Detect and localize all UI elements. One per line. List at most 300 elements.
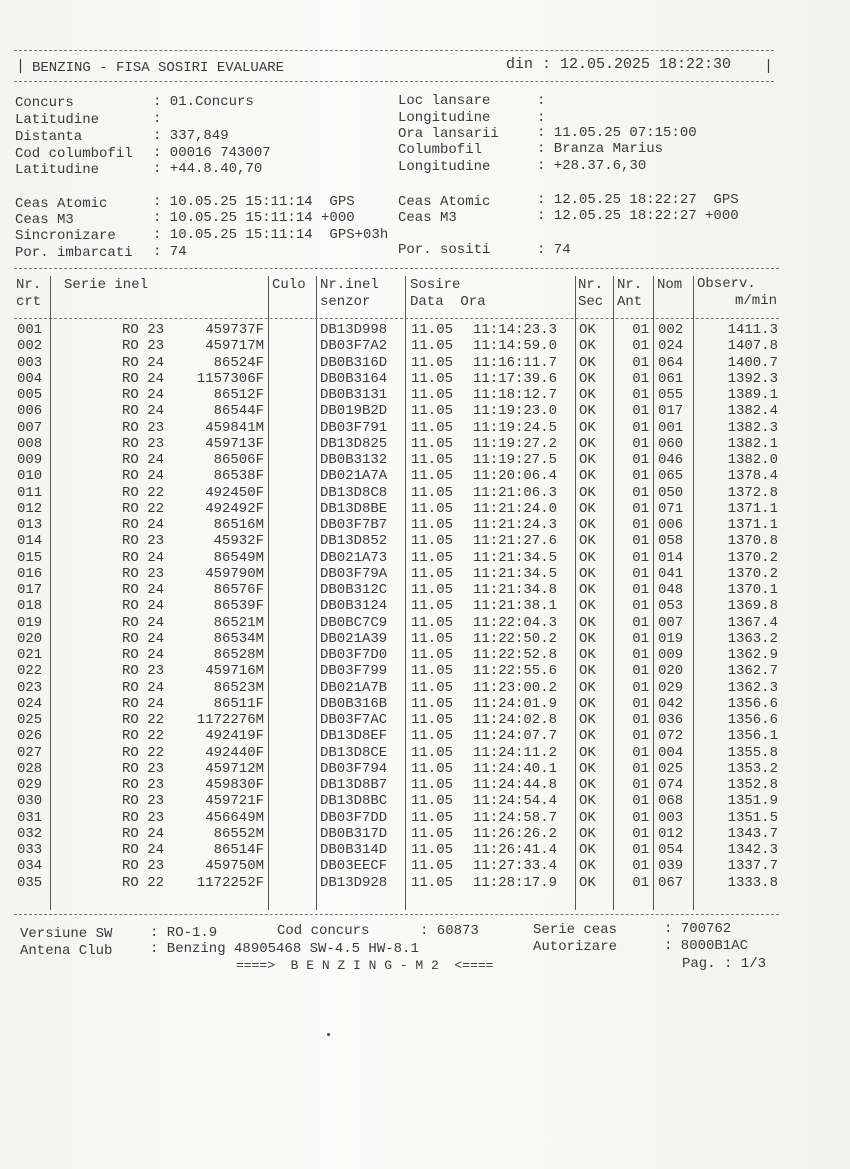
clock-atomic-value: : 10.05.25 15:11:14 GPS: [153, 194, 355, 210]
row-status: OK: [579, 663, 596, 680]
row-country-year: RO 24: [122, 517, 165, 533]
row-speed: 1371.1: [727, 500, 778, 517]
col-ant-nr-header: Nr.: [617, 277, 643, 293]
row-number: 012: [17, 500, 43, 517]
col-crt-header: crt: [16, 294, 42, 310]
row-nom: 072: [658, 728, 684, 745]
clock-atomic-label: Ceas Atomic: [15, 196, 108, 212]
row-antenna: 01: [632, 793, 649, 810]
row-country-year: RO 24: [122, 354, 165, 371]
row-arrival-time: 11:24:01.9: [473, 695, 558, 712]
col-observ-header: Observ.: [697, 276, 756, 292]
table-row: [0, 858, 850, 875]
row-nom: 074: [658, 777, 684, 793]
row-sensor-id: DB03F7A2: [320, 338, 388, 355]
row-nom: 001: [658, 419, 684, 436]
row-number: 010: [17, 468, 43, 485]
row-sensor-id: DB13D825: [320, 435, 388, 452]
footer-antena-value: : Benzing 48905468 SW-4.5 HW-8.1: [150, 941, 419, 957]
row-antenna: 01: [632, 874, 649, 891]
row-arrival-time: 11:24:07.7: [473, 728, 558, 745]
row-number: 035: [17, 874, 43, 891]
row-speed: 1400.7: [727, 354, 778, 371]
table-row: [0, 387, 850, 404]
row-nom: 007: [658, 614, 684, 631]
row-nom: 006: [658, 517, 684, 533]
row-arrival-date: 11.05: [411, 663, 454, 680]
info-concurs-label: Concurs: [15, 95, 74, 111]
row-status: OK: [579, 468, 596, 485]
row-nom: 050: [658, 484, 684, 501]
row-arrival-date: 11.05: [411, 614, 454, 631]
row-arrival-time: 11:24:40.1: [473, 760, 558, 777]
footer-antena-label: Antena Club: [20, 943, 113, 959]
row-arrival-date: 11.05: [411, 452, 454, 468]
row-number: 002: [17, 338, 43, 355]
row-status: OK: [579, 679, 596, 696]
row-arrival-time: 11:22:55.6: [473, 663, 558, 680]
row-speed: 1333.8: [727, 874, 778, 891]
row-nom: 046: [658, 452, 684, 468]
table-row: [0, 875, 850, 892]
row-status: OK: [579, 777, 596, 793]
top-rule: [14, 50, 774, 51]
row-speed: 1351.9: [727, 793, 778, 810]
row-number: 032: [17, 825, 43, 842]
footer-aut-value: : 8000B1AC: [664, 938, 749, 954]
row-number: 017: [17, 582, 43, 598]
row-nom: 036: [658, 712, 684, 728]
row-arrival-date: 11.05: [411, 777, 454, 793]
row-antenna: 01: [632, 663, 649, 680]
row-speed: 1363.2: [727, 630, 778, 647]
row-speed: 1353.2: [727, 760, 778, 777]
row-country-year: RO 24: [122, 695, 165, 712]
row-ring-number: 86512F: [213, 387, 264, 403]
table-row: [0, 598, 850, 615]
row-number: 020: [17, 630, 43, 647]
row-sensor-id: DB0B314D: [320, 842, 388, 858]
sync-label: Sincronizare: [15, 228, 116, 244]
row-ring-number: 86514F: [213, 842, 264, 858]
row-nom: 071: [658, 500, 684, 517]
row-arrival-time: 11:21:24.0: [473, 500, 558, 517]
col-date-time-header: Data Ora: [410, 294, 486, 310]
footer-serie-value: : 700762: [664, 921, 732, 937]
row-antenna: 01: [632, 728, 649, 745]
row-sensor-id: DB13D852: [320, 533, 388, 550]
row-ring-number: 86534M: [213, 630, 264, 647]
row-ring-number: 459717M: [205, 338, 264, 355]
row-number: 008: [17, 435, 43, 452]
row-country-year: RO 24: [122, 452, 165, 468]
row-antenna: 01: [632, 354, 649, 371]
row-country-year: RO 23: [122, 419, 165, 436]
row-status: OK: [579, 419, 596, 436]
clock-m3-value: : 10.05.25 15:11:14 +000: [153, 210, 355, 226]
row-status: OK: [579, 598, 596, 615]
row-country-year: RO 23: [122, 809, 165, 826]
row-arrival-time: 11:24:58.7: [473, 809, 558, 826]
row-arrival-date: 11.05: [411, 517, 454, 533]
row-antenna: 01: [632, 760, 649, 777]
row-number: 024: [17, 695, 43, 712]
row-antenna: 01: [632, 484, 649, 501]
row-ring-number: 492440F: [205, 744, 264, 761]
row-speed: 1362.3: [727, 679, 778, 696]
row-ring-number: 459721F: [205, 793, 264, 810]
footer-cod-value: : 60873: [420, 923, 479, 939]
row-arrival-time: 11:21:24.3: [473, 517, 558, 533]
row-arrival-time: 11:14:59.0: [473, 338, 558, 355]
row-nom: 064: [658, 354, 684, 371]
row-number: 011: [17, 484, 43, 501]
row-antenna: 01: [632, 549, 649, 566]
row-status: OK: [579, 825, 596, 842]
row-ring-number: 459790M: [205, 565, 264, 582]
row-country-year: RO 24: [122, 468, 165, 485]
row-status: OK: [579, 744, 596, 761]
info-release-time-label: Ora lansarii: [398, 126, 499, 142]
row-arrival-time: 11:22:52.8: [473, 647, 558, 663]
row-antenna: 01: [632, 387, 649, 403]
row-country-year: RO 23: [122, 793, 165, 810]
row-number: 015: [17, 549, 43, 566]
info-latitude2-value: : +44.8.40,70: [153, 161, 263, 177]
header-left-border: |: [16, 58, 26, 75]
row-sensor-id: DB13D8EF: [320, 728, 388, 745]
row-country-year: RO 22: [122, 744, 165, 761]
row-speed: 1382.0: [727, 452, 778, 468]
row-antenna: 01: [632, 614, 649, 631]
row-speed: 1356.1: [727, 728, 778, 745]
row-country-year: RO 24: [122, 679, 165, 696]
row-country-year: RO 23: [122, 435, 165, 452]
row-sensor-id: DB0B3124: [320, 598, 388, 615]
table-row: [0, 355, 850, 372]
row-status: OK: [579, 695, 596, 712]
row-ring-number: 1172252F: [196, 874, 264, 891]
table-row: [0, 647, 850, 664]
table-row: [0, 745, 850, 762]
clock-atomic2-label: Ceas Atomic: [398, 194, 491, 210]
row-status: OK: [579, 858, 596, 875]
row-sensor-id: DB03F7AC: [320, 712, 388, 728]
row-number: 019: [17, 614, 43, 631]
row-status: OK: [579, 760, 596, 777]
row-arrival-time: 11:20:06.4: [473, 468, 558, 485]
row-nom: 060: [658, 435, 684, 452]
row-status: OK: [579, 809, 596, 826]
row-speed: 1382.1: [727, 435, 778, 452]
report-date: din : 12.05.2025 18:22:30: [506, 56, 732, 73]
row-ring-number: 492419F: [205, 728, 264, 745]
row-sensor-id: DB021A39: [320, 630, 388, 647]
row-arrival-time: 11:21:34.5: [473, 565, 558, 582]
table-row: [0, 468, 850, 485]
row-status: OK: [579, 842, 596, 858]
col-nom-header: Nom: [657, 277, 683, 293]
row-sensor-id: DB03F7D0: [320, 647, 388, 663]
row-arrival-date: 11.05: [411, 760, 454, 777]
row-arrival-time: 11:19:23.0: [473, 403, 558, 420]
row-status: OK: [579, 533, 596, 550]
row-nom: 025: [658, 760, 684, 777]
row-antenna: 01: [632, 533, 649, 550]
row-ring-number: 459737F: [205, 322, 264, 338]
row-speed: 1372.8: [727, 484, 778, 501]
table-row: [0, 371, 850, 388]
row-country-year: RO 23: [122, 338, 165, 355]
row-ring-number: 459830F: [205, 777, 264, 793]
row-ring-number: 86549M: [213, 549, 264, 566]
row-status: OK: [579, 874, 596, 891]
row-speed: 1411.3: [727, 322, 778, 338]
row-ring-number: 459712M: [205, 760, 264, 777]
row-sensor-id: DB0B316D: [320, 354, 388, 371]
row-antenna: 01: [632, 565, 649, 582]
table-row: [0, 777, 850, 794]
row-nom: 067: [658, 874, 684, 891]
row-speed: 1370.1: [727, 582, 778, 598]
row-country-year: RO 23: [122, 322, 165, 338]
row-arrival-date: 11.05: [411, 793, 454, 810]
row-sensor-id: DB0B317D: [320, 825, 388, 842]
row-arrival-time: 11:24:02.8: [473, 712, 558, 728]
row-ring-number: 459716M: [205, 663, 264, 680]
row-number: 006: [17, 403, 43, 420]
row-status: OK: [579, 728, 596, 745]
row-sensor-id: DB021A7A: [320, 468, 388, 485]
info-longitude2-value: : +28.37.6,30: [537, 158, 647, 174]
row-sensor-id: DB019B2D: [320, 403, 388, 420]
row-antenna: 01: [632, 744, 649, 761]
header-right-border: |: [764, 58, 774, 75]
row-sensor-id: DB03EECF: [320, 858, 388, 875]
report-title: BENZING - FISA SOSIRI EVALUARE: [32, 60, 285, 76]
row-sensor-id: DB0B3131: [320, 387, 388, 403]
row-arrival-time: 11:24:44.8: [473, 777, 558, 793]
row-sensor-id: DB021A7B: [320, 679, 388, 696]
row-ring-number: 86516M: [213, 517, 264, 533]
row-number: 004: [17, 370, 43, 387]
footer-cod-label: Cod concurs: [277, 923, 370, 939]
footer-sw-label: Versiune SW: [20, 926, 113, 942]
row-speed: 1382.3: [727, 419, 778, 436]
birds-arrived-value: : 74: [537, 242, 571, 258]
row-sensor-id: DB13D8C8: [320, 484, 388, 501]
table-row: [0, 728, 850, 745]
row-antenna: 01: [632, 419, 649, 436]
table-row: [0, 533, 850, 550]
row-sensor-id: DB0B3132: [320, 452, 388, 468]
row-speed: 1337.7: [727, 858, 778, 875]
row-arrival-date: 11.05: [411, 582, 454, 598]
row-ring-number: 459713F: [205, 435, 264, 452]
row-nom: 020: [658, 663, 684, 680]
row-arrival-date: 11.05: [411, 565, 454, 582]
row-country-year: RO 24: [122, 582, 165, 598]
row-ring-number: 1172276M: [196, 712, 264, 728]
row-number: 025: [17, 712, 43, 728]
row-ring-number: 1157306F: [196, 370, 264, 387]
row-nom: 017: [658, 403, 684, 420]
row-arrival-time: 11:21:34.5: [473, 549, 558, 566]
table-row: [0, 338, 850, 355]
table-row: [0, 615, 850, 632]
info-fancier-value: : Branza Marius: [537, 141, 664, 157]
row-status: OK: [579, 338, 596, 355]
table-row: [0, 696, 850, 713]
row-status: OK: [579, 565, 596, 582]
row-country-year: RO 22: [122, 484, 165, 501]
row-arrival-time: 11:27:33.4: [473, 858, 558, 875]
row-arrival-time: 11:19:24.5: [473, 419, 558, 436]
row-country-year: RO 23: [122, 663, 165, 680]
row-arrival-date: 11.05: [411, 630, 454, 647]
table-row: [0, 501, 850, 518]
row-status: OK: [579, 582, 596, 598]
row-country-year: RO 24: [122, 630, 165, 647]
row-status: OK: [579, 484, 596, 501]
row-number: 016: [17, 565, 43, 582]
row-country-year: RO 23: [122, 565, 165, 582]
table-row: [0, 420, 850, 437]
row-number: 005: [17, 387, 43, 403]
row-arrival-date: 11.05: [411, 647, 454, 663]
row-arrival-date: 11.05: [411, 825, 454, 842]
stray-dot: [327, 1033, 330, 1036]
row-sensor-id: DB13D928: [320, 874, 388, 891]
row-number: 027: [17, 744, 43, 761]
row-arrival-time: 11:21:38.1: [473, 598, 558, 615]
row-antenna: 01: [632, 468, 649, 485]
row-status: OK: [579, 712, 596, 728]
row-country-year: RO 24: [122, 825, 165, 842]
row-antenna: 01: [632, 322, 649, 338]
row-country-year: RO 24: [122, 842, 165, 858]
col-culo-header: Culo: [272, 277, 306, 293]
row-arrival-date: 11.05: [411, 533, 454, 550]
row-arrival-date: 11.05: [411, 728, 454, 745]
row-arrival-time: 11:16:11.7: [473, 354, 558, 371]
col-speed-unit-header: m/min: [734, 293, 777, 309]
info-distance-label: Distanta: [15, 129, 83, 145]
row-antenna: 01: [632, 809, 649, 826]
row-number: 031: [17, 809, 43, 826]
row-antenna: 01: [632, 435, 649, 452]
table-row: [0, 566, 850, 583]
row-arrival-time: 11:22:50.2: [473, 630, 558, 647]
row-speed: 1352.8: [727, 777, 778, 793]
row-country-year: RO 24: [122, 614, 165, 631]
clock-m3-label: Ceas M3: [15, 212, 74, 228]
row-number: 029: [17, 777, 43, 793]
row-antenna: 01: [632, 712, 649, 728]
row-nom: 068: [658, 793, 684, 810]
row-ring-number: 86538F: [213, 468, 264, 485]
row-arrival-time: 11:14:23.3: [473, 322, 558, 338]
row-ring-number: 459750M: [205, 858, 264, 875]
table-row: [0, 712, 850, 729]
row-speed: 1407.8: [727, 338, 778, 355]
row-sensor-id: DB03F79A: [320, 565, 388, 582]
info-longitude2-label: Longitudine: [398, 159, 491, 175]
row-arrival-time: 11:24:11.2: [473, 744, 558, 761]
row-ring-number: 86576F: [213, 582, 264, 598]
row-speed: 1371.1: [727, 517, 778, 533]
row-speed: 1389.1: [727, 387, 778, 403]
table-row: [0, 793, 850, 810]
row-arrival-time: 11:19:27.5: [473, 452, 558, 468]
row-arrival-time: 11:21:27.6: [473, 533, 558, 550]
row-arrival-date: 11.05: [411, 403, 454, 420]
row-arrival-time: 11:21:06.3: [473, 484, 558, 501]
info-latitude-value: :: [153, 111, 162, 127]
row-arrival-date: 11.05: [411, 712, 454, 728]
row-nom: 024: [658, 338, 684, 355]
table-row: [0, 436, 850, 453]
row-status: OK: [579, 793, 596, 810]
info-latitude-label: Latitudine: [15, 112, 100, 128]
footer-aut-label: Autorizare: [533, 939, 618, 955]
row-country-year: RO 22: [122, 874, 165, 891]
row-speed: 1370.2: [727, 565, 778, 582]
col-sec-header: Sec: [578, 294, 604, 310]
table-row: [0, 826, 850, 843]
row-sensor-id: DB0B312C: [320, 582, 388, 598]
row-arrival-date: 11.05: [411, 500, 454, 517]
row-country-year: RO 24: [122, 387, 165, 403]
row-country-year: RO 22: [122, 712, 165, 728]
row-country-year: RO 24: [122, 403, 165, 420]
row-antenna: 01: [632, 842, 649, 858]
row-number: 022: [17, 663, 43, 680]
row-ring-number: 86521M: [213, 614, 264, 631]
birds-basketed-value: : 74: [153, 244, 187, 260]
row-antenna: 01: [632, 679, 649, 696]
row-status: OK: [579, 452, 596, 468]
row-ring-number: 459841M: [205, 419, 264, 436]
row-country-year: RO 23: [122, 760, 165, 777]
row-nom: 041: [658, 565, 684, 582]
row-status: OK: [579, 647, 596, 663]
row-arrival-time: 11:23:00.2: [473, 679, 558, 696]
row-number: 018: [17, 598, 43, 615]
row-number: 023: [17, 679, 43, 696]
birds-basketed-label: Por. imbarcati: [15, 245, 133, 261]
row-status: OK: [579, 387, 596, 403]
table-row: [0, 631, 850, 648]
row-speed: 1356.6: [727, 712, 778, 728]
row-antenna: 01: [632, 582, 649, 598]
header-bottom-rule: [14, 318, 779, 319]
table-row: [0, 582, 850, 599]
row-number: 003: [17, 354, 43, 371]
row-status: OK: [579, 354, 596, 371]
col-nr-header: Nr.: [16, 277, 42, 293]
row-sensor-id: DB13D8BE: [320, 500, 388, 517]
row-number: 013: [17, 517, 43, 533]
row-ring-number: 86511F: [213, 695, 264, 712]
row-antenna: 01: [632, 695, 649, 712]
row-nom: 012: [658, 825, 684, 842]
row-sensor-id: DB13D998: [320, 322, 388, 338]
clock-atomic2-value: : 12.05.25 18:22:27 GPS: [537, 192, 739, 208]
row-country-year: RO 24: [122, 598, 165, 615]
row-status: OK: [579, 500, 596, 517]
row-status: OK: [579, 403, 596, 420]
